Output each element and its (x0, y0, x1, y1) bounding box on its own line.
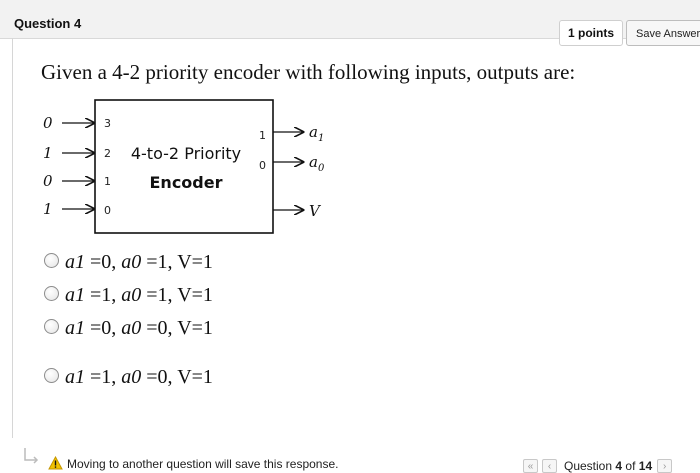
output-pin-0: 0 (259, 159, 266, 172)
radio-button[interactable] (44, 319, 59, 334)
output-label-a0: $a_0$ (309, 153, 325, 174)
right-chevron-icon[interactable]: › (657, 459, 672, 473)
radio-button[interactable] (44, 368, 59, 383)
input-pin-3: 3 (104, 117, 111, 130)
question-header (0, 0, 700, 39)
question-counter: Question 4 of 14 (564, 459, 653, 473)
option-text: a1 =0, a0 =1, V=1 (65, 250, 213, 273)
points-badge: 1 points (559, 20, 623, 46)
encoder-box (95, 100, 273, 233)
output-pin-1: 1 (259, 129, 266, 142)
input-value-3: 0 (43, 114, 53, 132)
input-value-1: 0 (43, 172, 53, 190)
radio-button[interactable] (44, 286, 59, 301)
question-navigation (523, 459, 676, 473)
input-value-2: 1 (43, 144, 53, 162)
question-title: Question 4 (14, 16, 82, 31)
warning-icon (48, 456, 63, 470)
box-title: 4-to-2 Priority (130, 144, 242, 163)
radio-button[interactable] (44, 253, 59, 268)
option-text: a1 =1, a0 =0, V=1 (65, 365, 213, 388)
left-chevron-icon[interactable]: ‹ (542, 459, 557, 473)
input-pin-1: 1 (104, 175, 111, 188)
input-pin-0: 0 (104, 204, 111, 217)
return-arrow-icon (23, 447, 43, 467)
output-label-v: V (309, 202, 320, 220)
output-label-a1: $a_1$ (309, 123, 325, 144)
answer-option-4[interactable] (44, 364, 213, 390)
answer-option-3[interactable] (44, 315, 213, 341)
input-pin-2: 2 (104, 147, 111, 160)
double-left-chevron-icon[interactable]: « (523, 459, 538, 473)
save-warning-message: Moving to another question will save this response. (67, 457, 339, 471)
option-text: a1 =1, a0 =1, V=1 (65, 283, 213, 306)
option-text: a1 =0, a0 =0, V=1 (65, 316, 213, 339)
answer-option-2[interactable] (44, 282, 213, 308)
box-subtitle: Encoder (149, 173, 223, 192)
answer-option-1[interactable] (44, 249, 213, 275)
save-answer-button[interactable]: Save Answer (626, 20, 700, 46)
question-text: Given a 4-2 priority encoder with following inputs, outputs are: (41, 60, 576, 84)
input-value-0: 1 (43, 200, 53, 218)
encoder-diagram (35, 95, 355, 240)
